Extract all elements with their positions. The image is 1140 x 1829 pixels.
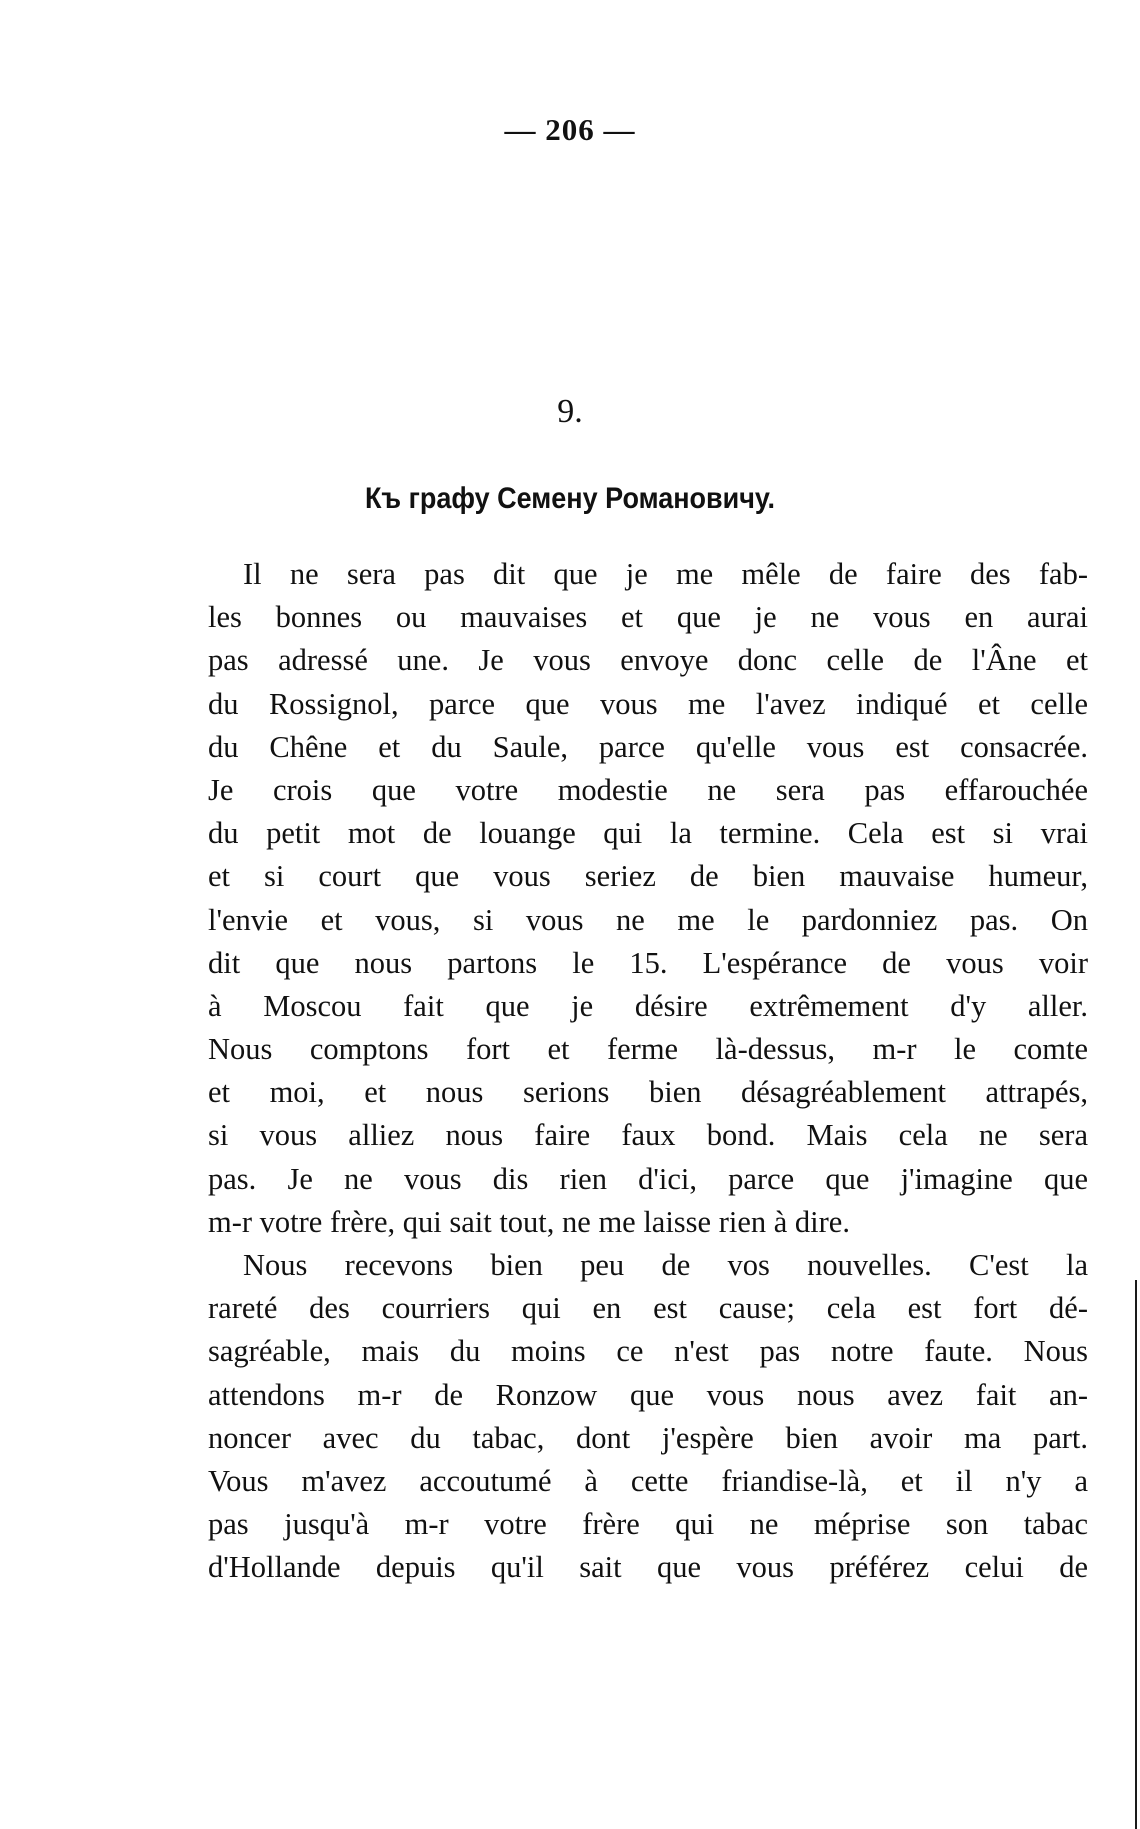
text-line: et si court que vous seriez de bien mauvaise humeur,: [208, 859, 1088, 894]
text-line: m-r votre frère, qui sait tout, ne me laisse rien à dire.: [208, 1204, 850, 1239]
letter-number: 9.: [557, 393, 583, 430]
text-line: Nous comptons fort et ferme là-dessus, m-r le comte: [208, 1032, 1088, 1067]
page-number: — 206 —: [504, 112, 636, 147]
text-line: du Rossignol, parce que vous me l'avez indiqué et celle: [208, 686, 1088, 721]
text-line: Nous recevons bien peu de vos nouvelles. C'est la: [243, 1248, 1088, 1282]
text-line: du Chêne et du Saule, parce qu'elle vous est consacrée.: [208, 729, 1088, 764]
text-line: pas adressé une. Je vous envoye donc celle de l'Âne et: [208, 643, 1088, 678]
text-line: sagréable, mais du moins ce n'est pas notre faute. Nous: [208, 1334, 1088, 1369]
text-line: noncer avec du tabac, dont j'espère bien avoir ma part.: [208, 1420, 1088, 1455]
text-line: d'Hollande depuis qu'il sait que vous préférez celui de: [208, 1550, 1088, 1585]
text-line: si vous alliez nous faire faux bond. Mais cela ne sera: [208, 1118, 1088, 1153]
text-line: dit que nous partons le 15. L'espérance de vous voir: [208, 945, 1088, 980]
text-line: pas jusqu'à m-r votre frère qui ne méprise son tabac: [208, 1507, 1088, 1542]
page-edge-shadow: [1135, 1280, 1137, 1829]
text-line: l'envie et vous, si vous ne me le pardonniez pas. On: [208, 902, 1088, 937]
letter-heading: Къ графу Семену Романовичу.: [364, 482, 776, 515]
text-line: et moi, et nous serions bien désagréablement attrapés,: [208, 1075, 1088, 1110]
text-line: attendons m-r de Ronzow que vous nous avez fait an-: [208, 1377, 1088, 1412]
text-line: pas. Je ne vous dis rien d'ici, parce que j'imagine que: [208, 1161, 1088, 1196]
text-line: les bonnes ou mauvaises et que je ne vous en aurai: [208, 600, 1088, 635]
text-line: Je crois que votre modestie ne sera pas effarouchée: [208, 772, 1088, 807]
text-line: Il ne sera pas dit que je me mêle de faire des fab-: [243, 557, 1088, 591]
text-line: rareté des courriers qui en est cause; cela est fort dé-: [208, 1291, 1088, 1326]
letter-body: [208, 553, 1088, 1590]
text-line: à Moscou fait que je désire extrêmement d'y aller.: [208, 988, 1088, 1023]
text-line: Vous m'avez accoutumé à cette friandise-là, et il n'y a: [208, 1463, 1088, 1498]
text-line: du petit mot de louange qui la termine. Cela est si vrai: [208, 816, 1088, 851]
